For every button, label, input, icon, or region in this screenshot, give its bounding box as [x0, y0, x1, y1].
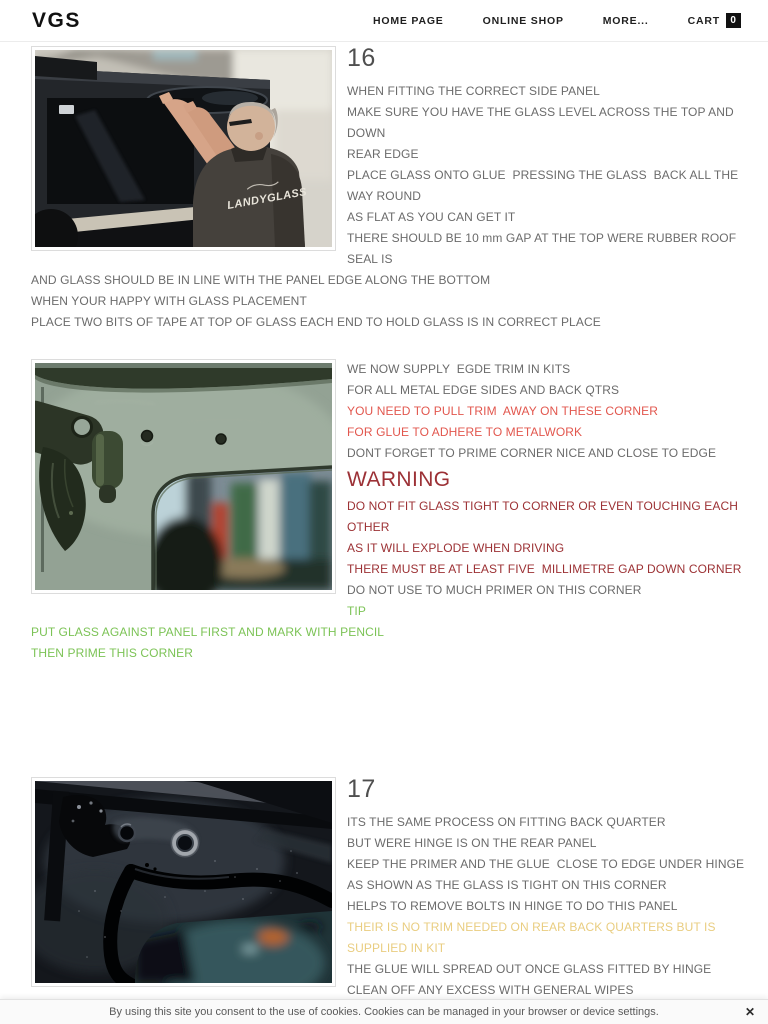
instruction-line: CLEAN OFF ANY EXCESS WITH GENERAL WIPES [347, 983, 634, 997]
instruction-line: HELPS TO REMOVE BOLTS IN HINGE TO DO THIS PANEL [347, 899, 678, 913]
instruction-line: WARNING [347, 468, 451, 491]
instruction-line: BUT WERE HINGE IS ON THE REAR PANEL [347, 836, 597, 850]
instruction-line: THERE SHOULD BE 10 mm GAP AT THE TOP WERE RUBBER ROOF [347, 231, 737, 245]
photo-hinge-corner-green-panel[interactable] [31, 359, 336, 594]
instruction-line: THEIR IS NO TRIM NEEDED ON REAR BACK QUARTERS BUT IS [347, 920, 716, 934]
instruction-line: WAY ROUND [347, 189, 422, 203]
nav-list [373, 15, 649, 27]
step-heading-16: 16 [347, 44, 376, 72]
instruction-line: THE GLUE WILL SPREAD OUT ONCE GLASS FITTED BY HINGE [347, 962, 712, 976]
instruction-line: OTHER [347, 520, 390, 534]
instruction-line: SUPPLIED IN KIT [347, 941, 446, 955]
instruction-line: PLACE GLASS ONTO GLUE PRESSING THE GLASS BACK ALL THE [347, 168, 739, 182]
cart-button[interactable] [688, 13, 741, 28]
step-heading-17: 17 [347, 775, 376, 803]
tip-full-lines [31, 622, 737, 664]
instruction-line: FOR GLUE TO ADHERE TO METALWORK [347, 425, 583, 439]
instruction-line: THERE MUST BE AT LEAST FIVE MILLIMETRE GAP DOWN CORNER [347, 562, 742, 576]
main-content [0, 42, 768, 1001]
instruction-line: AS FLAT AS YOU CAN GET IT [347, 210, 516, 224]
photo-fitter-pressing-side-glass[interactable] [31, 46, 336, 251]
photo-rear-quarter-dark-panel[interactable] [31, 777, 336, 987]
instruction-line: FOR ALL METAL EDGE SIDES AND BACK QTRS [347, 383, 620, 397]
step-16-column-lines [347, 81, 737, 270]
step-16-full-lines [31, 270, 737, 333]
photo-step-17-illustration [35, 781, 332, 983]
site-header [0, 0, 768, 42]
cookie-consent-text: By using this site you consent to the use of cookies. Cookies can be managed in your browser or device settings. [109, 1006, 659, 1018]
instruction-line: WHEN FITTING THE CORRECT SIDE PANEL [347, 84, 600, 98]
instruction-line: KEEP THE PRIMER AND THE GLUE CLOSE TO EDGE UNDER HINGE [347, 857, 745, 871]
photo-edge-trim-illustration [35, 363, 332, 590]
instruction-line: WE NOW SUPPLY EGDE TRIM IN KITS [347, 362, 571, 376]
instruction-line: THEN PRIME THIS CORNER [31, 646, 193, 660]
site-logo[interactable]: VGS [32, 8, 81, 32]
nav-item[interactable]: MORE... [602, 14, 649, 27]
instruction-line: REAR EDGE [347, 147, 419, 161]
cookie-close-icon[interactable]: ✕ [744, 1005, 755, 1019]
section-step-16 [31, 46, 737, 333]
edge-trim-column-lines [347, 359, 742, 622]
section-step-17 [31, 775, 745, 1001]
step-17-column-lines [347, 812, 745, 1001]
section-edge-trim-warning [31, 359, 742, 664]
instruction-line: AS SHOWN AS THE GLASS IS TIGHT ON THIS CORNER [347, 878, 667, 892]
instruction-line: YOU NEED TO PULL TRIM AWAY ON THESE CORNER [347, 404, 659, 418]
instruction-line: MAKE SURE YOU HAVE THE GLASS LEVEL ACROSS THE TOP AND [347, 105, 734, 119]
instruction-line: AS IT WILL EXPLODE WHEN DRIVING [347, 541, 565, 555]
instruction-line: DO NOT USE TO MUCH PRIMER ON THIS CORNER [347, 583, 642, 597]
nav-item[interactable]: HOME PAGE [373, 14, 444, 27]
instruction-line: DO NOT FIT GLASS TIGHT TO CORNER OR EVEN TOUCHING EACH [347, 499, 739, 513]
photo-step-16-illustration [35, 50, 332, 247]
instruction-line: PLACE TWO BITS OF TAPE AT TOP OF GLASS EACH END TO HOLD GLASS IS IN CORRECT PLACE [31, 315, 601, 329]
instruction-line: DOWN [347, 126, 386, 140]
instruction-line: PUT GLASS AGAINST PANEL FIRST AND MARK WITH PENCIL [31, 625, 385, 639]
cookie-bar [0, 999, 768, 1024]
cart-count-badge: 0 [726, 13, 741, 28]
instruction-line: DONT FORGET TO PRIME CORNER NICE AND CLOSE TO EDGE [347, 446, 717, 460]
instruction-line: SEAL IS [347, 252, 393, 266]
instruction-line: TIP [347, 604, 366, 618]
instruction-line: AND GLASS SHOULD BE IN LINE WITH THE PANEL EDGE ALONG THE BOTTOM [31, 273, 491, 287]
shirt-text: LANDYGLASS [226, 186, 308, 212]
nav-item[interactable]: ONLINE SHOP [482, 14, 564, 27]
instruction-line: WHEN YOUR HAPPY WITH GLASS PLACEMENT [31, 294, 307, 308]
instruction-line: ITS THE SAME PROCESS ON FITTING BACK QUARTER [347, 815, 666, 829]
header-nav [373, 13, 741, 28]
cart-label: CART [687, 14, 720, 27]
